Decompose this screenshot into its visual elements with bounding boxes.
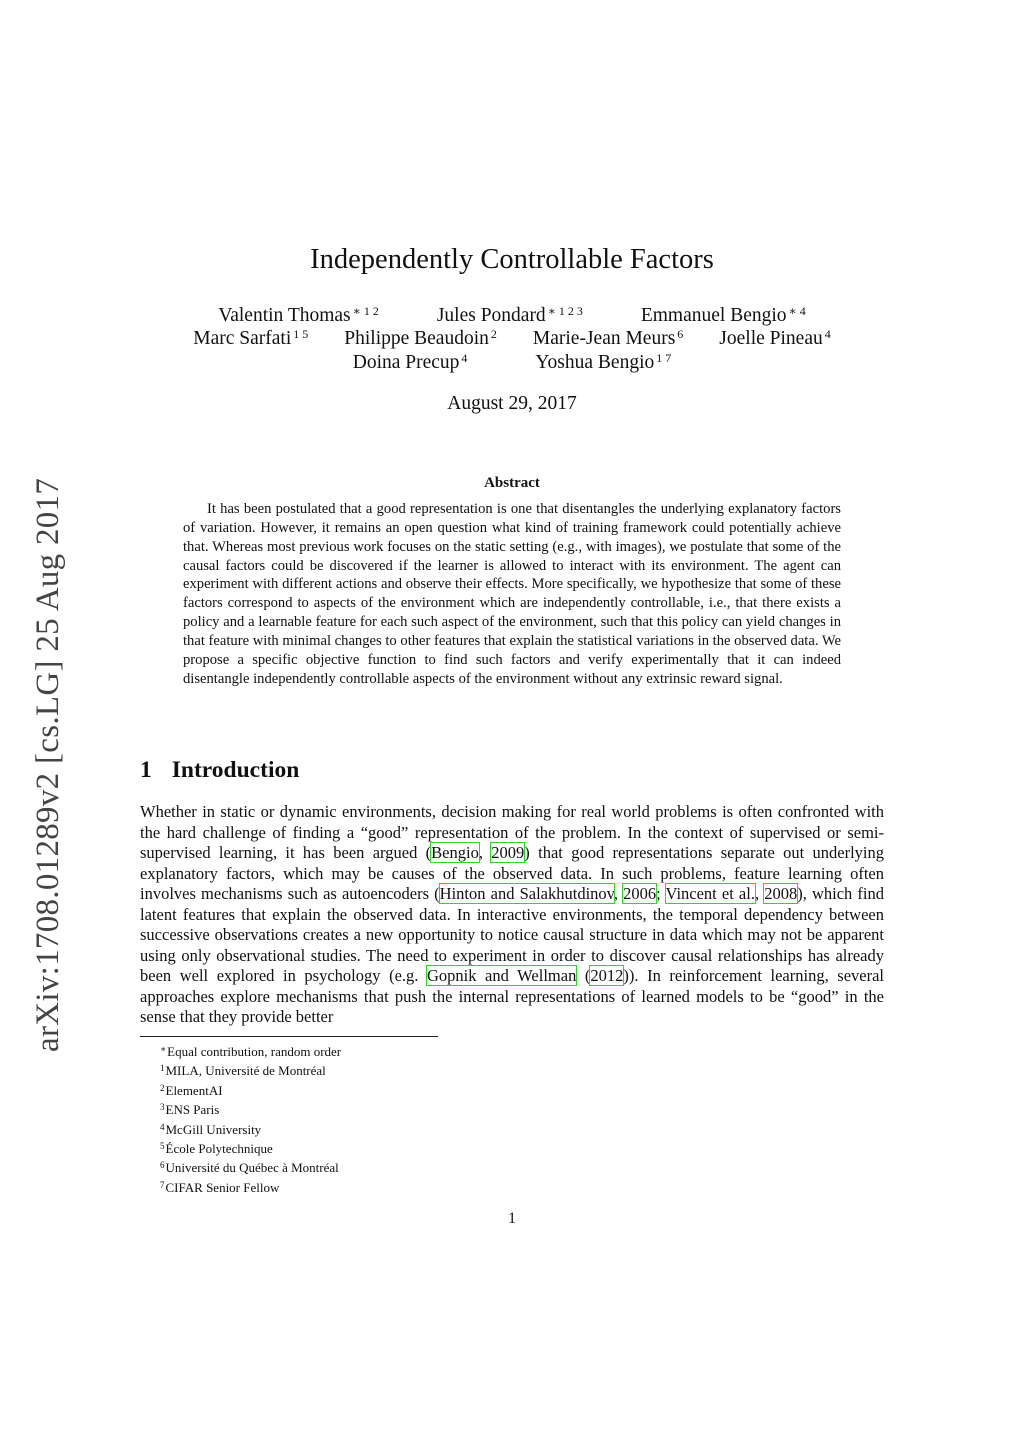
footnote: $^6$Université du Québec à Montréal (160, 1160, 339, 1176)
author-row (140, 327, 884, 350)
footnote: $^7$CIFAR Senior Fellow (160, 1179, 280, 1195)
author: Marc Sarfati $^{1 5}$ (193, 327, 309, 349)
footnote: ∗Equal contribution, random order (160, 1044, 342, 1059)
footnotes (160, 1041, 341, 1196)
abstract-text: It has been postulated that a good representation is one that disentangles the underlying explanatory factors of variation. However, it remains an open question what kind of training framework could potentially achieve that. Whereas most previous work focuses on the static setting (e.g., with images), we postulate that some of the causal factors could be discovered if the learner is allowed to interact with its environment. The agent can experiment with different actions and observe their effects. More specifically, we hypothesize that some of these factors correspond to aspects of the environment which are independently controllable, i.e., that there exists a policy and a learnable feature for each such aspect of the environment, such that this policy can yield changes in that feature with minimal changes to other features that explain the statistical variations in the observed data. We propose a specific objective function to find such factors and verify experimentally that it can indeed disentangle independently controllable aspects of the environment without any extrinsic reward signal. (183, 501, 841, 687)
section-number: 1 (140, 757, 152, 783)
abstract-heading: Abstract (484, 475, 540, 491)
footnote: $^1$MILA, Université de Montréal (160, 1063, 326, 1079)
author: Joelle Pineau $^4$ (719, 327, 831, 349)
page-number: 1 (508, 1210, 516, 1227)
author: Philippe Beaudoin $^2$ (344, 327, 497, 349)
citation-link[interactable]: 2008 (764, 884, 798, 903)
citation-link[interactable]: 2009 (491, 843, 525, 862)
section-heading (140, 757, 299, 784)
footnote: $^5$École Polytechnique (160, 1141, 273, 1157)
author: Emmanuel Bengio $^{∗ 4}$ (640, 304, 806, 326)
author: Jules Pondard $^{∗ 1 2 3}$ (436, 304, 583, 326)
citation-link[interactable]: Bengio (431, 843, 479, 862)
author-row (140, 304, 884, 327)
paper-title: Independently Controllable Factors (310, 244, 714, 275)
author: Yoshua Bengio $^{1 7}$ (535, 351, 672, 373)
citation-link[interactable]: Vincent et al. (665, 884, 755, 903)
author: Doina Precup $^4$ (352, 351, 468, 373)
citation-link[interactable]: 2006 (623, 884, 657, 903)
section-title: Introduction (171, 757, 300, 783)
paper-date: August 29, 2017 (447, 393, 577, 414)
arxiv-identifier: arXiv:1708.01289v2 [cs.LG] 25 Aug 2017 (30, 477, 66, 1052)
footnote-divider (140, 1036, 438, 1037)
introduction-paragraph: Whether in static or dynamic environments, decision making for real world problems is often confronted with the hard challenge of finding a “good” representation of the problem. In the context of supervised or semi-supervised learning, it has been argued (Bengio, 2009) that good representations separate out underlying explanatory factors, which may be causes of the observed data. In such problems, feature learning often involves mechanisms such as autoencoders (Hinton and Salakhutdinov, 2006; Vincent et al., 2008), which find latent features that explain the observed data. In interactive environments, the temporal dependency between successive observations creates a new opportunity to notice causal structure in data which may not be apparent using only observational studies. The need to experiment in order to discover causal relationships has already been well explored in psychology (e.g. Gopnik and Wellman (2012)). In reinforcement learning, several approaches explore mechanisms that push the internal representations of learned models to be “good” in the sense that they provide better (140, 802, 885, 1026)
footnote: $^4$McGill University (160, 1121, 262, 1137)
citation-link[interactable]: Hinton and Salakhutdinov (439, 884, 614, 903)
citation-link[interactable]: Gopnik and Wellman (426, 966, 577, 985)
author-row (140, 351, 884, 374)
footnote: $^2$ElementAI (160, 1082, 223, 1098)
footnote: $^3$ENS Paris (160, 1102, 220, 1118)
author: Marie-Jean Meurs $^6$ (532, 327, 684, 349)
citation-link[interactable]: 2012 (590, 966, 624, 985)
author: Valentin Thomas $^{∗ 1 2}$ (218, 304, 379, 326)
